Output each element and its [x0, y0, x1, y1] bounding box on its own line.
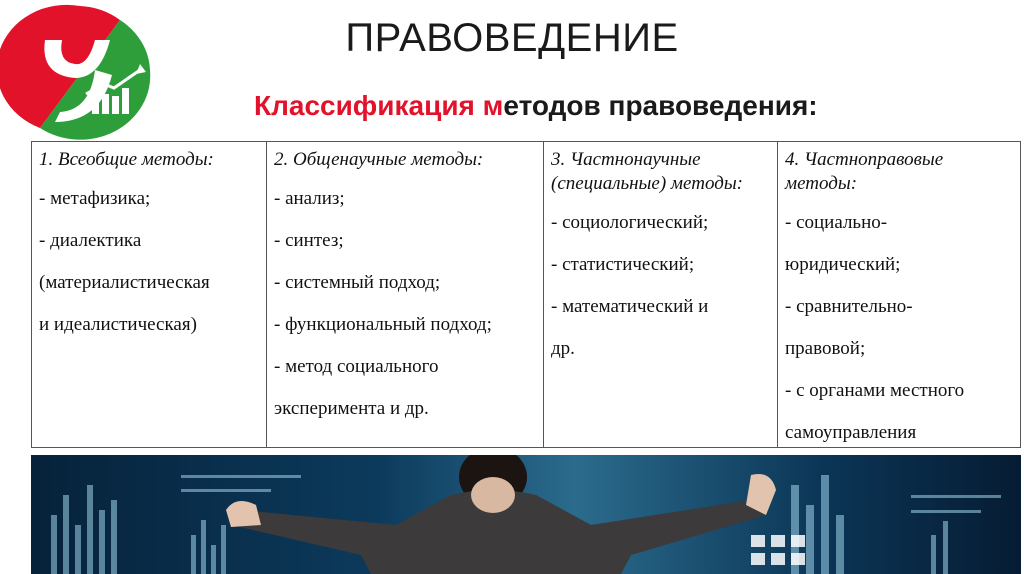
list-item: юридический;	[785, 254, 901, 275]
list-item: - системный подход;	[274, 272, 441, 293]
list-item: - синтез;	[274, 230, 344, 251]
page-title: ПРАВОВЕДЕНИЕ	[345, 16, 679, 60]
methods-table	[31, 141, 1021, 448]
banner-illustration	[31, 455, 1021, 574]
list-item: эксперимента и др.	[274, 398, 429, 419]
subtitle-part-red: Классификация м	[254, 90, 504, 121]
list-item: - социально-	[785, 212, 888, 233]
list-item: - диалектика	[39, 230, 142, 251]
list-item: - функциональный подход;	[274, 314, 492, 335]
column-heading: 3. Частнонаучные (специальные) методы:	[551, 149, 744, 194]
column-general-scientific-methods	[267, 142, 544, 447]
column-private-law-methods	[778, 142, 1020, 447]
subtitle-part-dark: етодов правоведения:	[503, 90, 818, 121]
column-heading: 1. Всеобщие методы:	[39, 149, 214, 170]
list-item: правовой;	[785, 338, 866, 359]
list-item: др.	[551, 338, 575, 359]
page-subtitle	[254, 90, 818, 122]
column-special-scientific-methods	[544, 142, 778, 447]
column-heading: 4. Частноправовые методы:	[785, 149, 944, 194]
column-heading: 2. Общенаучные методы:	[274, 149, 484, 170]
list-item: - статистический;	[551, 254, 695, 275]
list-item: самоуправления	[785, 422, 917, 443]
list-item: - метафизика;	[39, 188, 151, 209]
list-item: - с органами местного	[785, 380, 965, 401]
list-item: (материалистическая	[39, 272, 210, 293]
list-item: - социологический;	[551, 212, 709, 233]
list-item: - сравнительно-	[785, 296, 913, 317]
list-item: и идеалистическая)	[39, 314, 197, 335]
list-item: - математический и	[551, 296, 709, 317]
list-item: - метод социального	[274, 356, 439, 377]
column-universal-methods	[32, 142, 267, 447]
decorative-photo-banner	[31, 455, 1021, 574]
list-item: - анализ;	[274, 188, 345, 209]
